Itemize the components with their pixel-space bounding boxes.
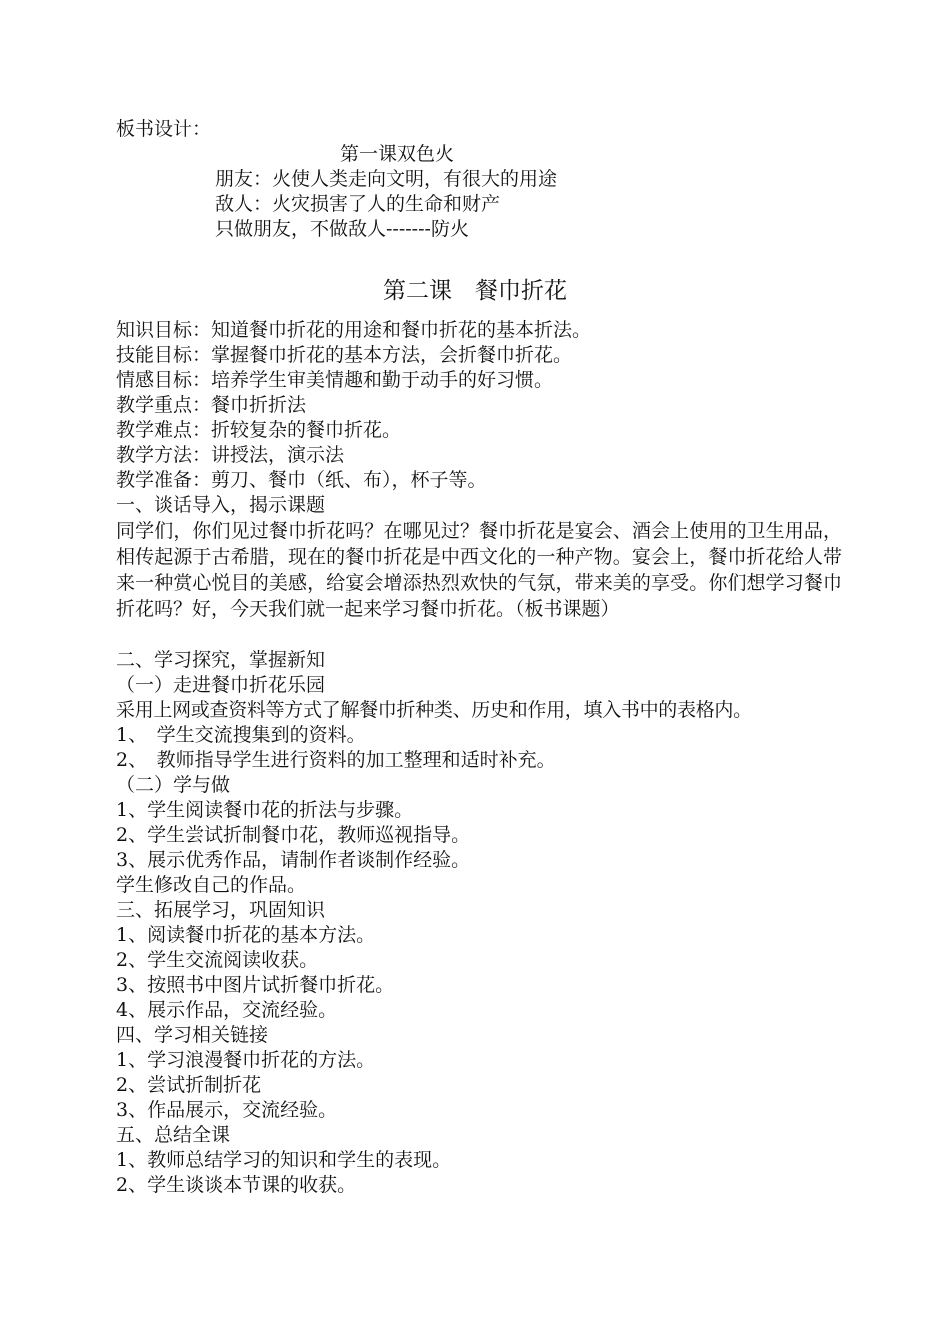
goal-line: 教学重点：餐巾折折法 bbox=[116, 394, 307, 416]
goal-line: 教学准备：剪刀、餐巾（纸、布），杯子等。 bbox=[116, 469, 487, 491]
list-item: 2、学生交流阅读收获。 bbox=[116, 949, 319, 971]
list-item: 3、按照书中图片试折餐巾折花。 bbox=[116, 974, 395, 996]
list-item: 2、 教师指导学生进行资料的加工整理和适时补充。 bbox=[116, 749, 556, 771]
goal-line: 教学难点：折较复杂的餐巾折花。 bbox=[116, 419, 402, 441]
goal-line: 技能目标：掌握餐巾折花的基本方法，会折餐巾折花。 bbox=[116, 344, 573, 366]
list-item: 3、作品展示，交流经验。 bbox=[116, 1099, 338, 1121]
board-line: 只做朋友，不做敌人-------防火 bbox=[215, 218, 469, 240]
list-item: 1、学习浪漫餐巾折花的方法。 bbox=[116, 1049, 376, 1071]
list-item: 1、教师总结学习的知识和学生的表现。 bbox=[116, 1149, 452, 1171]
list-item: 3、展示优秀作品，请制作者谈制作经验。 bbox=[116, 849, 471, 871]
list-item: 1、 学生交流搜集到的资料。 bbox=[116, 724, 366, 746]
intro-paragraph: 同学们，你们见过餐巾折花吗？在哪见过？餐巾折花是宴会、酒会上使用的卫生用品，相传起源于古希腊，现在的餐巾折花是中西文化的一种产物。宴会上，餐巾折花给人带来一种赏心悦目的美感，给宴会增添热烈欢快的气氛，带来美的享受。你们想学习餐巾折花吗？好，今天我们就一起来学习餐巾折花。（板书课题） bbox=[116, 520, 842, 620]
section-heading: 五、总结全课 bbox=[116, 1124, 231, 1146]
section-heading: 一、谈话导入，揭示课题 bbox=[116, 494, 326, 516]
list-item: 4、展示作品，交流经验。 bbox=[116, 999, 338, 1021]
board-design-label: 板书设计： bbox=[116, 118, 212, 140]
list-item: 2、学生尝试折制餐巾花，教师巡视指导。 bbox=[116, 824, 471, 846]
list-item: 2、尝试折制折花 bbox=[116, 1074, 262, 1096]
list-item: 1、阅读餐巾折花的基本方法。 bbox=[116, 924, 376, 946]
goal-line: 教学方法：讲授法，演示法 bbox=[116, 444, 345, 466]
section-heading: 三、拓展学习，巩固知识 bbox=[116, 899, 326, 921]
goal-line: 情感目标：培养学生审美情趣和勤于动手的好习惯。 bbox=[116, 369, 554, 391]
board-line: 朋友：火使人类走向文明，有很大的用途 bbox=[215, 168, 558, 190]
board-line: 敌人：火灾损害了人的生命和财产 bbox=[215, 193, 501, 215]
lesson-title: 第二课 餐巾折花 bbox=[383, 278, 567, 304]
list-item: 2、学生谈谈本节课的收获。 bbox=[116, 1174, 357, 1196]
board-title: 第一课双色火 bbox=[340, 143, 455, 165]
subsection-heading: （一）走进餐巾折花乐园 bbox=[116, 674, 326, 696]
list-item: 学生修改自己的作品。 bbox=[116, 874, 307, 896]
subsection-paragraph: 采用上网或查资料等方式了解餐巾折种类、历史和作用，填入书中的表格内。 bbox=[116, 699, 752, 721]
subsection-heading: （二）学与做 bbox=[116, 774, 231, 796]
section-heading: 四、学习相关链接 bbox=[116, 1024, 269, 1046]
section-heading: 二、学习探究，掌握新知 bbox=[116, 649, 326, 671]
goal-line: 知识目标：知道餐巾折花的用途和餐巾折花的基本折法。 bbox=[116, 319, 592, 341]
list-item: 1、学生阅读餐巾花的折法与步骤。 bbox=[116, 799, 414, 821]
